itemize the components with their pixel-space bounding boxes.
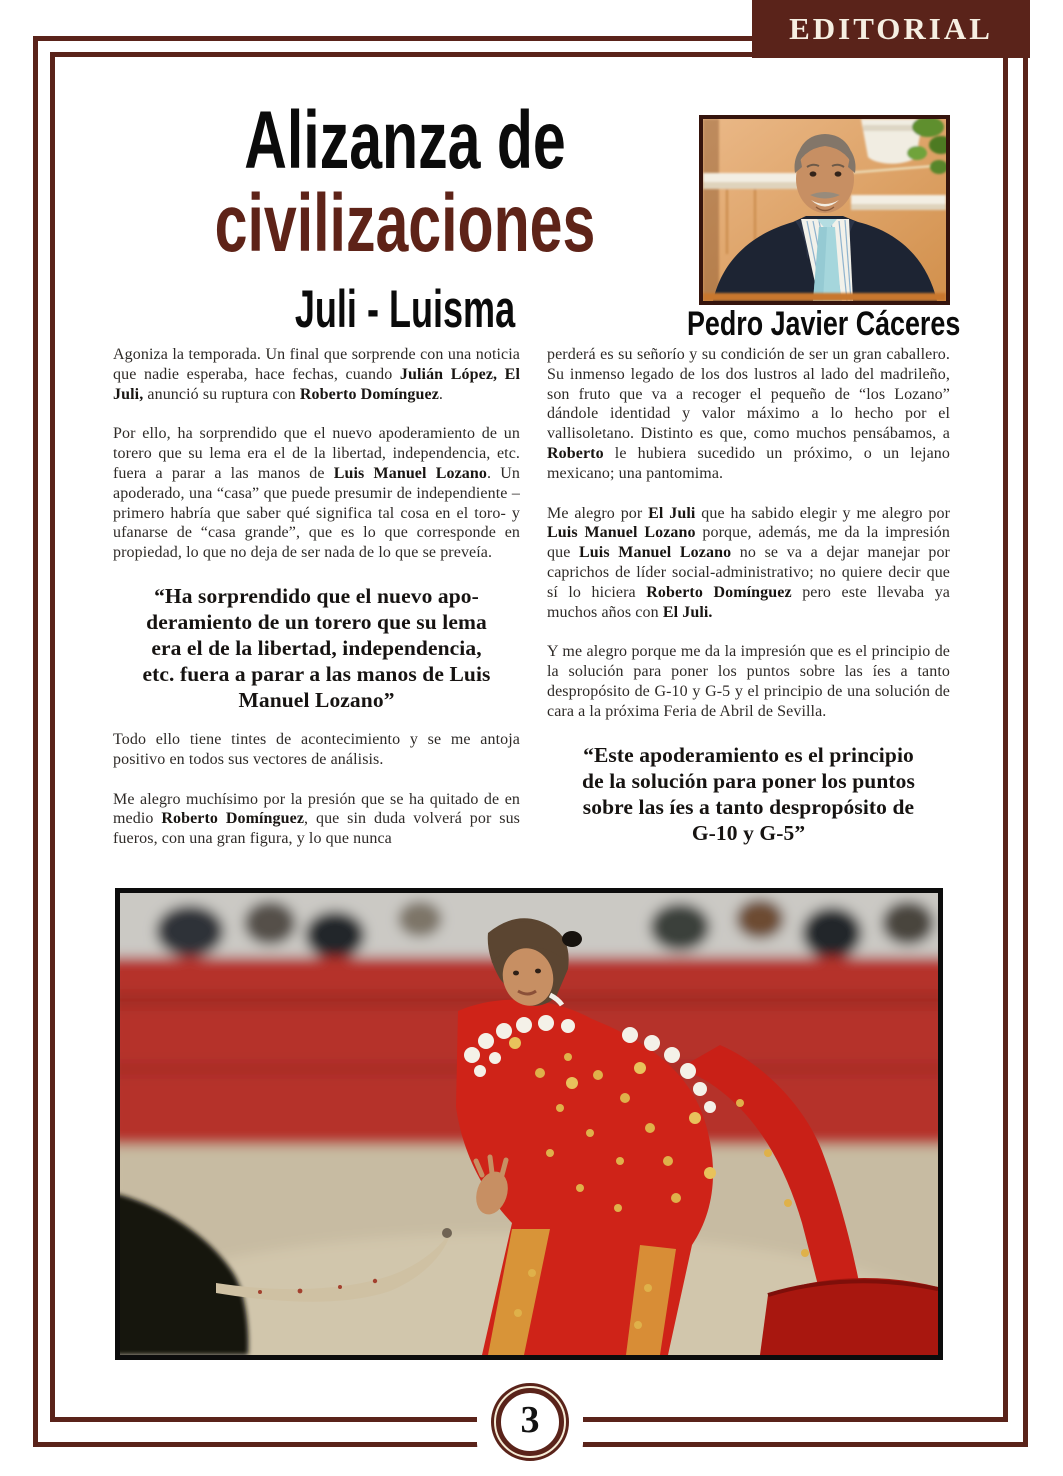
headline-subtitle: Juli - Luisma xyxy=(294,280,516,339)
paragraph: Por ello, ha sorprendido que el nuevo apoderamiento de un torero que su lema era el de la libertad, independencia, etc. fuera a parar a las manos de Luis Manuel Lozano. Un apoderado, una “casa” que puede presumir de independiente –primero habría que saber qué significa tal cosa en el toro- y ufanarse de “casa grande”, que es lo que corresponde en propiedad, lo que no deja de ser nada de lo que se preveía. xyxy=(113,425,520,562)
portrait-illustration xyxy=(703,119,946,301)
paragraph: perderá es su señorío y su condición de ser un gran caballero. Su inmenso legado de los dos lustros al lado del madrileño, son fruto que va a recoger el pequeño de “los Lozano” dándole identidad y valor máximo a lo hecho por el vallisoletano. Distinto es que, como muchos pensábamos, a Roberto le hubiera sucedido un próximo, o un lejano mexicano; una pantomima. xyxy=(547,346,950,482)
page-number: 3 xyxy=(520,1399,540,1441)
paragraph: Y me alegro porque me da la impresión que es el principio de la solución para poner los puntos sobre las íes a tanto despropósito de G-10 y G-5 y el principio de una solución de cara a la próxima Feria de Abril de Sevilla. xyxy=(547,643,950,720)
page-number-medallion xyxy=(491,1383,569,1461)
portrait-caption: Pedro Javier Cáceres xyxy=(687,305,961,343)
paragraph: Agoniza la temporada. Un final que sorprende con una noticia que nadie esperaba, hace fechas, cuando Julián López, El Juli, anunció su ruptura con Roberto Domínguez. xyxy=(113,346,521,403)
paragraph: Me alegro muchísimo por la presión que se ha quitado de en medio Roberto Domínguez, que sin duda volverá por sus fueros, con una gran figura, y lo que nunca xyxy=(113,790,520,848)
headline-block xyxy=(105,95,705,339)
article-left-column xyxy=(113,345,520,869)
headline-line1: Alizanza de xyxy=(244,95,566,186)
section-banner-label: EDITORIAL xyxy=(789,11,993,46)
pull-quote: “Ha sorprendido que el nuevo apo- deramiento de un torero que su lema era el de la libertad, independencia, etc. fuera a parar a las manos de Luis Manuel Lozano” xyxy=(142,583,491,712)
bullfight-photo xyxy=(115,888,943,1360)
article-right-column xyxy=(547,345,950,863)
section-banner xyxy=(752,0,1030,58)
paragraph: Me alegro por El Juli que ha sabido elegir y me alegro por Luis Manuel Lozano porque, además, me da la impresión que Luis Manuel Lozano no se va a dejar manejar por caprichos de líder social-administrativo; no quiere decir que sí lo hiciera Roberto Domínguez pero este llevaba ya muchos años con El Juli. xyxy=(547,504,951,621)
bullfight-illustration xyxy=(120,893,938,1355)
paragraph: Todo ello tiene tintes de acontecimiento y se me antoja positivo en todos sus vectores de análisis. xyxy=(113,730,520,768)
portrait-photo xyxy=(699,115,950,305)
headline-line2: civilizaciones xyxy=(214,178,596,269)
pull-quote: “Este apoderamiento es el principio de la solución para poner los puntos sobre las íes a tanto despropósito de G-10 y G-5” xyxy=(582,742,915,845)
